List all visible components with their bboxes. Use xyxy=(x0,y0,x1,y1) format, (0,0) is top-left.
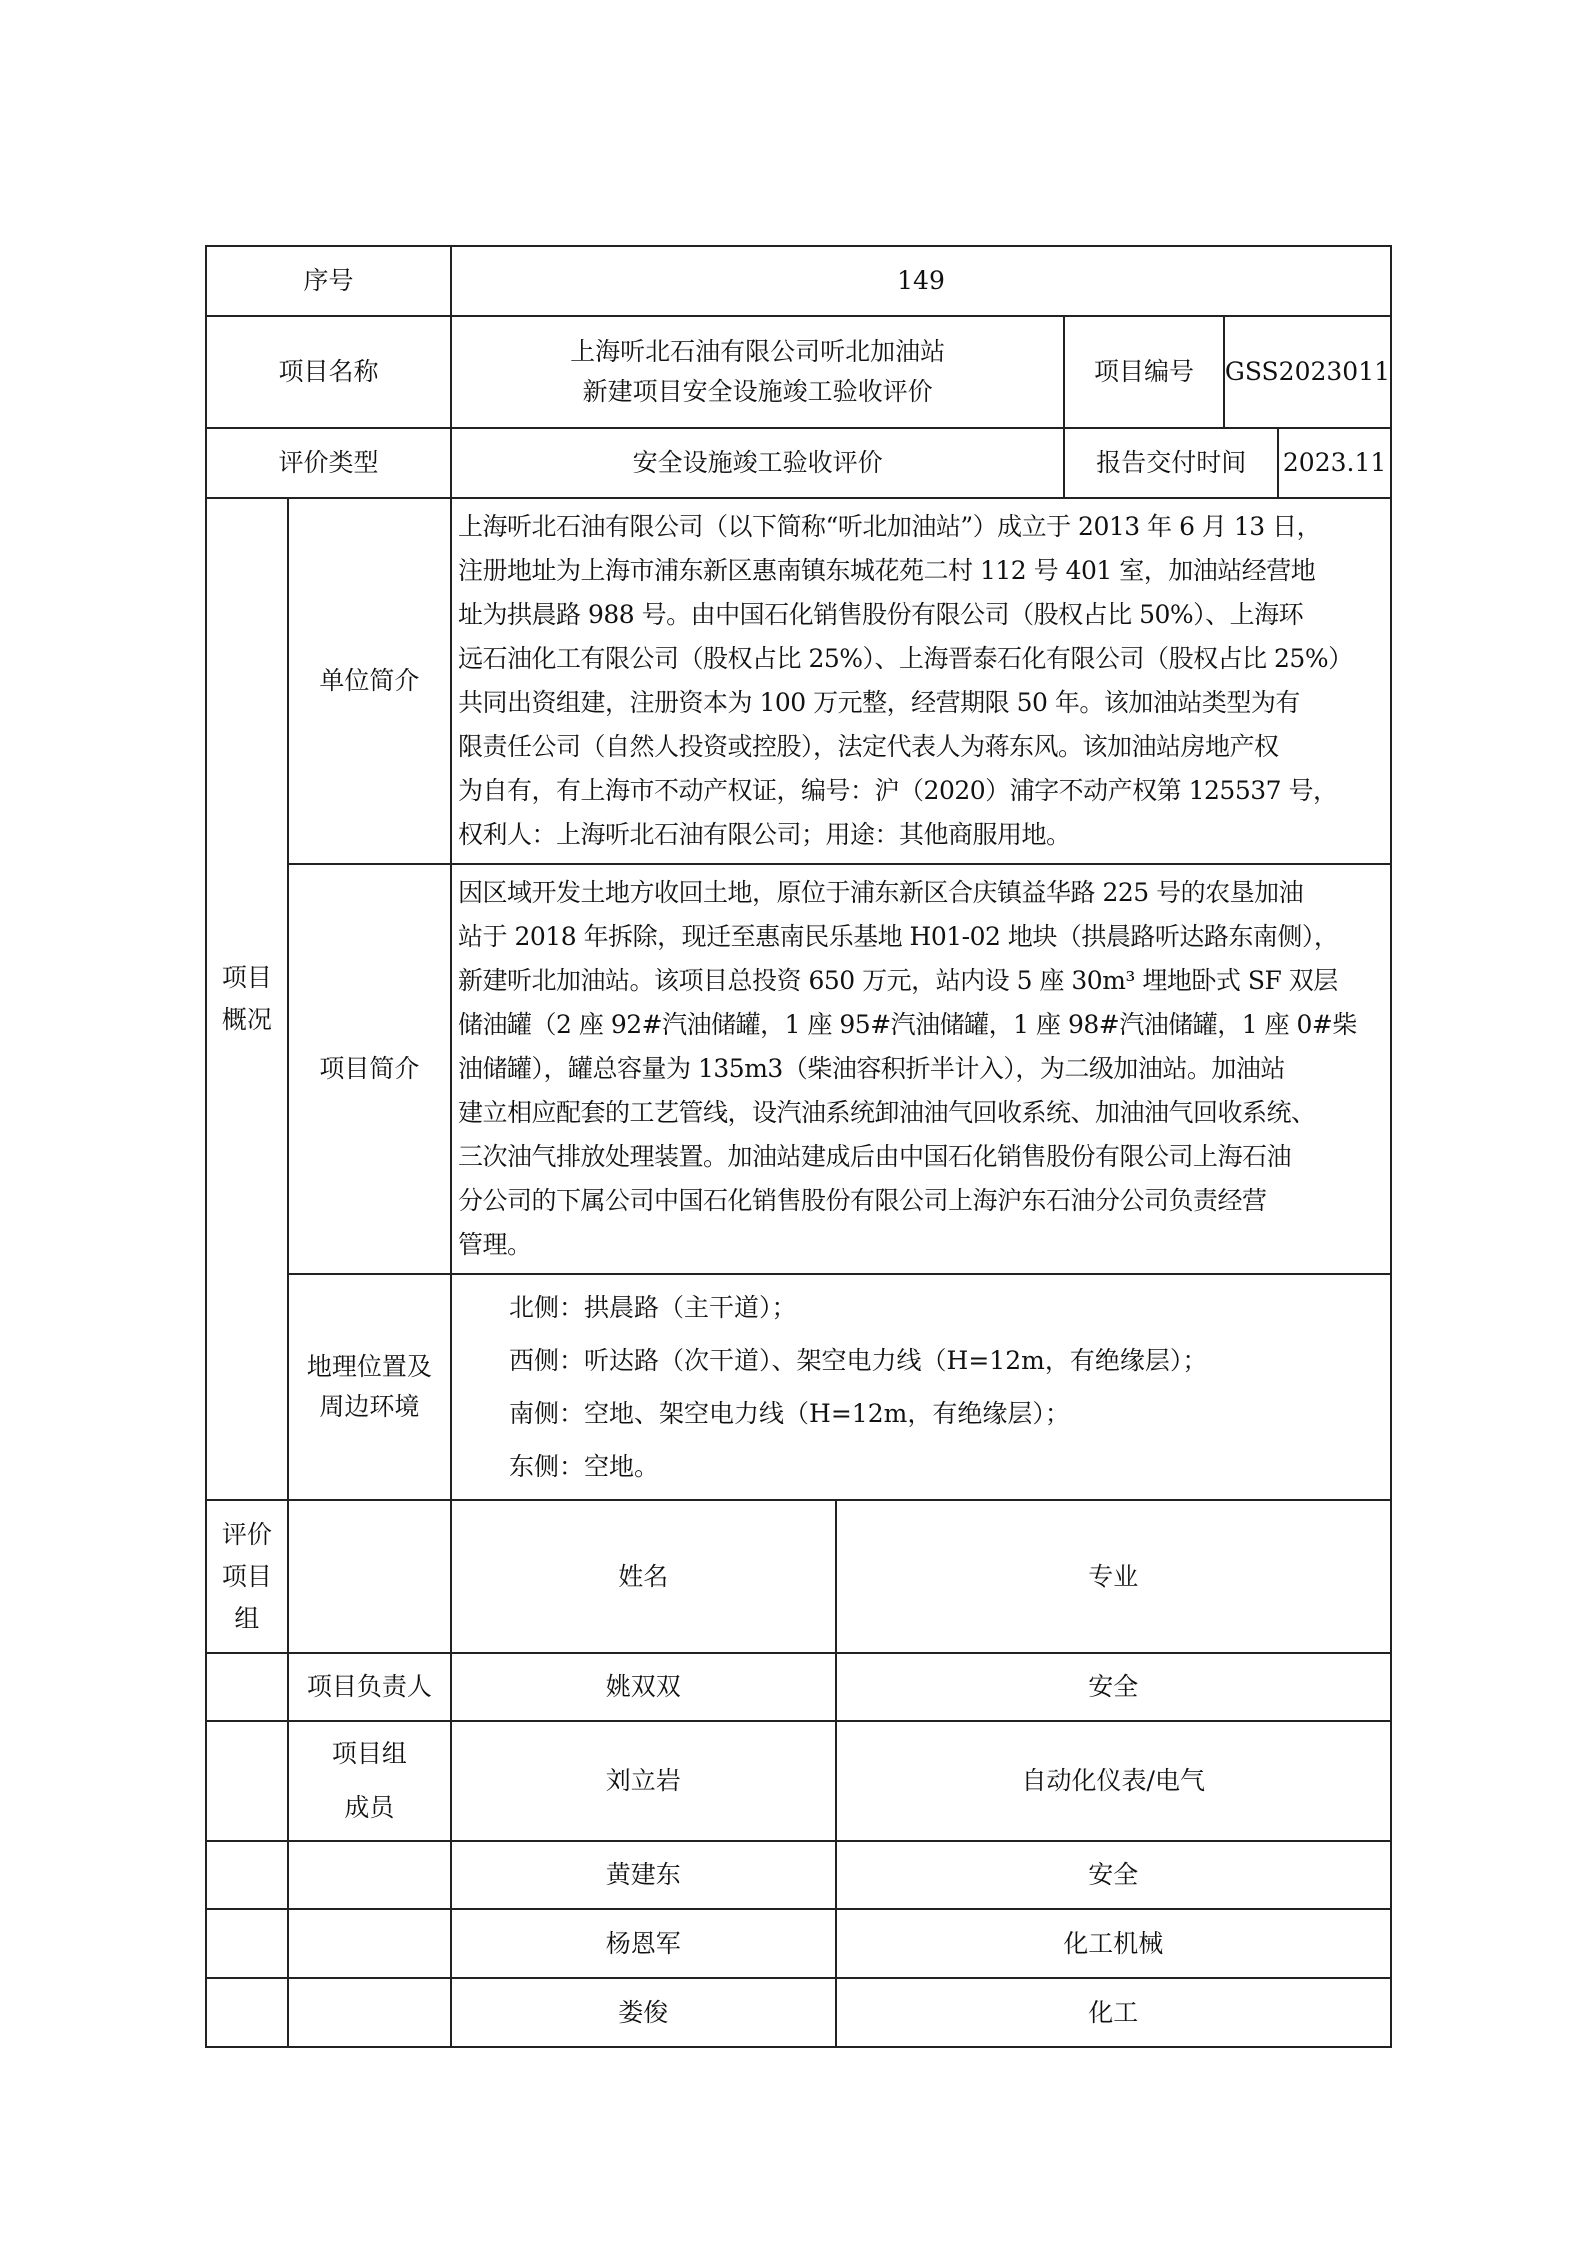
project-name-line: 新建项目安全设施竣工验收评价 xyxy=(582,377,933,406)
empty-cell xyxy=(288,1978,451,2047)
member-name: 黄建东 xyxy=(451,1841,835,1909)
member-major: 化工机械 xyxy=(836,1909,1392,1978)
unit-intro-line: 上海听北石油有限公司（以下简称“听北加油站”）成立于 2013 年 6 月 13 日， xyxy=(458,512,1322,541)
geo-text xyxy=(451,1274,1391,1500)
project-intro-text xyxy=(451,864,1391,1274)
member-major: 化工 xyxy=(836,1978,1392,2047)
member-name: 刘立岩 xyxy=(451,1721,835,1841)
project-info-table xyxy=(205,245,1392,2048)
team-label-line: 评价 xyxy=(221,1519,272,1549)
delivery-pair xyxy=(1064,428,1391,498)
members-label-line: 成员 xyxy=(344,1793,395,1822)
geo-line: 东侧：空地。 xyxy=(509,1452,660,1481)
project-intro-row xyxy=(206,864,1391,1274)
serial-label: 序号 xyxy=(206,246,451,316)
col-name-header: 姓名 xyxy=(451,1500,835,1653)
project-intro-line: 油储罐），罐总容量为 135m3（柴油容积折半计入），为二级加油站。加油站 xyxy=(458,1054,1285,1083)
member-major: 安全 xyxy=(836,1653,1392,1721)
geo-line: 北侧：拱晨路（主干道）； xyxy=(509,1293,797,1322)
project-code-label: 项目编号 xyxy=(1065,317,1225,427)
team-row xyxy=(206,1653,1391,1721)
geo-label-line: 地理位置及 xyxy=(306,1352,432,1381)
project-intro-line: 建立相应配套的工艺管线，设汽油系统卸油油气回收系统、加油油气回收系统、 xyxy=(458,1098,1316,1127)
empty-cell xyxy=(206,1841,288,1909)
project-name-label: 项目名称 xyxy=(206,316,451,428)
col-major-header: 专业 xyxy=(836,1500,1392,1653)
unit-intro-text xyxy=(451,498,1391,864)
project-intro-line: 站于 2018 年拆除，现迁至惠南民乐基地 H01-02 地块（拱晨路听达路东南侧）， xyxy=(458,922,1339,951)
empty-cell xyxy=(206,1909,288,1978)
overview-label-line: 项目 xyxy=(221,963,272,992)
empty-cell xyxy=(206,1978,288,2047)
geo-label xyxy=(288,1274,451,1500)
project-code-value: GSS2023011 xyxy=(1224,357,1390,386)
leader-label: 项目负责人 xyxy=(288,1653,451,1721)
unit-intro-row xyxy=(206,498,1391,864)
unit-intro-line: 限责任公司（自然人投资或控股），法定代表人为蒋东风。该加油站房地产权 xyxy=(458,732,1279,761)
evaluation-type-value: 安全设施竣工验收评价 xyxy=(451,428,1064,498)
delivery-value: 2023.11 xyxy=(1282,448,1387,477)
team-row xyxy=(206,1721,1391,1841)
project-name-line: 上海听北石油有限公司听北加油站 xyxy=(570,337,946,366)
serial-row xyxy=(206,246,1391,316)
members-label xyxy=(288,1721,451,1841)
team-label xyxy=(206,1500,288,1653)
project-name-row xyxy=(206,316,1391,428)
geo-label-line: 周边环境 xyxy=(319,1392,420,1421)
project-intro-label: 项目简介 xyxy=(288,864,451,1274)
unit-intro-line: 远石油化工有限公司（股权占比 25%）、上海晋泰石化有限公司（股权占比 25%） xyxy=(458,644,1353,673)
member-major: 安全 xyxy=(836,1841,1392,1909)
unit-intro-line: 权利人：上海听北石油有限公司；用途：其他商服用地。 xyxy=(458,820,1071,849)
empty-cell xyxy=(288,1909,451,1978)
empty-cell xyxy=(288,1500,451,1653)
project-intro-line: 新建听北加油站。该项目总投资 650 万元，站内设 5 座 30m³ 埋地卧式 SF 双层 xyxy=(458,966,1338,995)
member-name: 姚双双 xyxy=(451,1653,835,1721)
unit-intro-line: 共同出资组建，注册资本为 100 万元整，经营期限 50 年。该加油站类型为有 xyxy=(458,688,1300,717)
overview-label xyxy=(206,498,288,1500)
team-label-line: 组 xyxy=(234,1603,260,1633)
unit-intro-line: 注册地址为上海市浦东新区惠南镇东城花苑二村 112 号 401 室，加油站经营地 xyxy=(458,556,1316,585)
empty-cell xyxy=(206,1721,288,1841)
team-row xyxy=(206,1841,1391,1909)
empty-cell xyxy=(288,1841,451,1909)
team-row xyxy=(206,1909,1391,1978)
geo-line: 西侧：听达路（次干道）、架空电力线（H=12m，有绝缘层）； xyxy=(509,1346,1208,1375)
evaluation-type-label: 评价类型 xyxy=(206,428,451,498)
member-name: 娄俊 xyxy=(451,1978,835,2047)
project-intro-line: 分公司的下属公司中国石化销售股份有限公司上海沪东石油分公司负责经营 xyxy=(458,1186,1267,1215)
evaluation-type-row xyxy=(206,428,1391,498)
project-name-value xyxy=(451,316,1064,428)
project-intro-line: 因区域开发土地方收回土地，原位于浦东新区合庆镇益华路 225 号的农垦加油 xyxy=(458,878,1304,907)
team-header-row xyxy=(206,1500,1391,1653)
project-intro-line: 储油罐（2 座 92#汽油储罐，1 座 95#汽油储罐，1 座 98#汽油储罐，1 座 0#柴 xyxy=(458,1010,1357,1039)
project-intro-line: 三次油气排放处理装置。加油站建成后由中国石化销售股份有限公司上海石油 xyxy=(458,1142,1292,1171)
project-code-pair xyxy=(1064,316,1391,428)
unit-intro-label: 单位简介 xyxy=(288,498,451,864)
team-row xyxy=(206,1978,1391,2047)
overview-label-line: 概况 xyxy=(221,1005,272,1034)
empty-cell xyxy=(206,1653,288,1721)
project-intro-line: 管理。 xyxy=(458,1230,532,1259)
unit-intro-line: 为自有，有上海市不动产权证，编号：沪（2020）浦字不动产权第 125537 号， xyxy=(458,776,1338,805)
delivery-label: 报告交付时间 xyxy=(1065,429,1279,497)
members-label-line: 项目组 xyxy=(331,1739,407,1768)
member-name: 杨恩军 xyxy=(451,1909,835,1978)
serial-value: 149 xyxy=(451,246,1391,316)
geo-row xyxy=(206,1274,1391,1500)
unit-intro-line: 址为拱晨路 988 号。由中国石化销售股份有限公司（股权占比 50%）、上海环 xyxy=(458,600,1304,629)
geo-line: 南侧：空地、架空电力线（H=12m，有绝缘层）； xyxy=(509,1399,1070,1428)
team-label-line: 项目 xyxy=(221,1561,272,1591)
member-major: 自动化仪表/电气 xyxy=(836,1721,1392,1841)
